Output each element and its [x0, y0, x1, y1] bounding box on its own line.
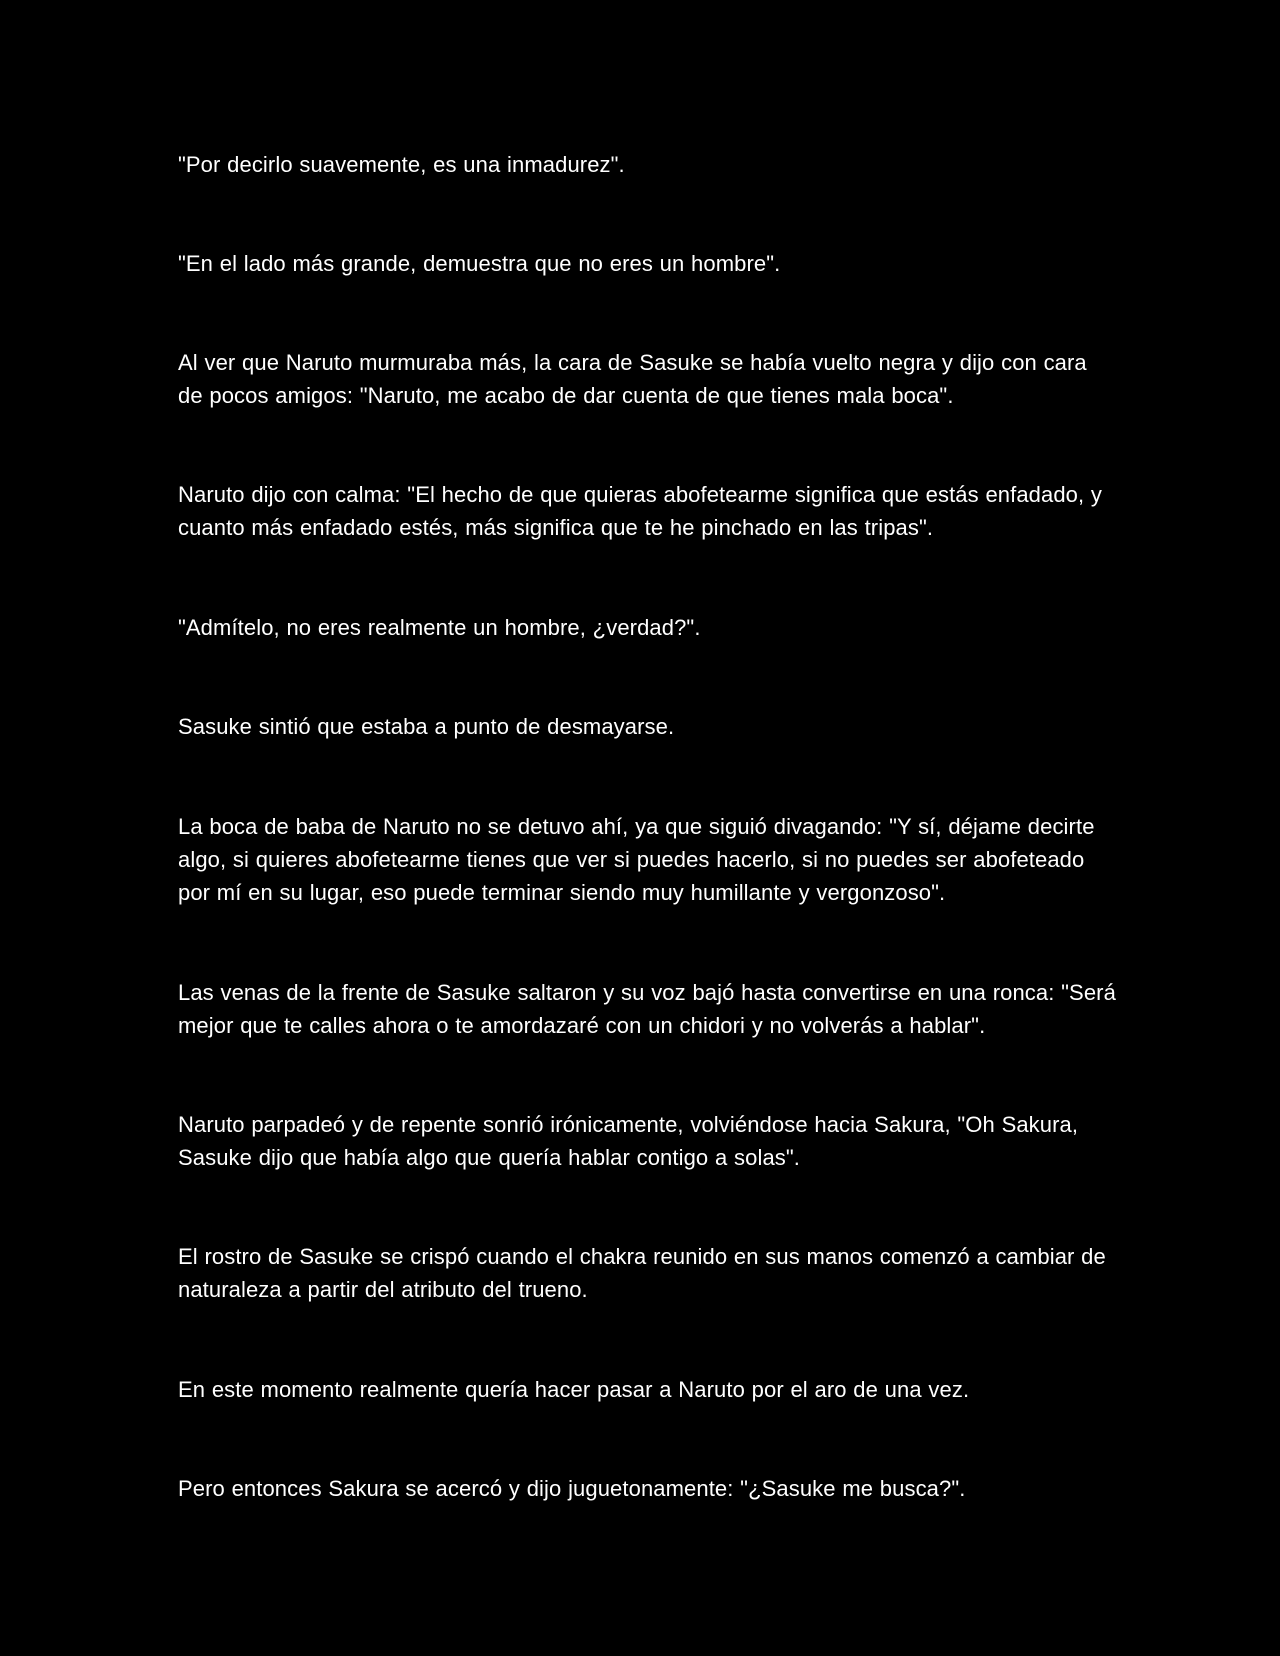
paragraph: Las venas de la frente de Sasuke saltaron y su voz bajó hasta convertirse en una ronca: "Será mejor que te calles ahora o te amordazaré con un chidori y no volverás a hablar". — [178, 980, 1116, 1038]
paragraph: "Por decirlo suavemente, es una inmadurez". — [178, 152, 625, 177]
paragraph: Sasuke sintió que estaba a punto de desmayarse. — [178, 714, 675, 739]
paragraph: La boca de baba de Naruto no se detuvo ahí, ya que siguió divagando: "Y sí, déjame decirte algo, si quieres abofetearme tienes que ver si puedes hacerlo, si no puedes ser abofeteado por mí en su lugar, eso puede terminar siendo muy humillante y vergonzoso". — [178, 814, 1095, 905]
paragraph: "Admítelo, no eres realmente un hombre, ¿verdad?". — [178, 615, 701, 640]
paragraph: El rostro de Sasuke se crispó cuando el chakra reunido en sus manos comenzó a cambiar de naturaleza a partir del atributo del trueno. — [178, 1244, 1106, 1302]
paragraph: Pero entonces Sakura se acercó y dijo juguetonamente: "¿Sasuke me busca?". — [178, 1476, 966, 1501]
paragraph: Al ver que Naruto murmuraba más, la cara de Sasuke se había vuelto negra y dijo con cara de pocos amigos: "Naruto, me acabo de dar cuenta de que tienes mala boca". — [178, 350, 1087, 408]
paragraph: "En el lado más grande, demuestra que no eres un hombre". — [178, 251, 781, 276]
paragraph: En este momento realmente quería hacer pasar a Naruto por el aro de una vez. — [178, 1377, 970, 1402]
paragraph: Naruto parpadeó y de repente sonrió irónicamente, volviéndose hacia Sakura, "Oh Sakura, Sasuke dijo que había algo que quería hablar contigo a solas". — [178, 1112, 1079, 1170]
paragraph: Naruto dijo con calma: "El hecho de que quieras abofetearme significa que estás enfadado, y cuanto más enfadado estés, más significa que te he pinchado en las tripas". — [178, 482, 1103, 540]
